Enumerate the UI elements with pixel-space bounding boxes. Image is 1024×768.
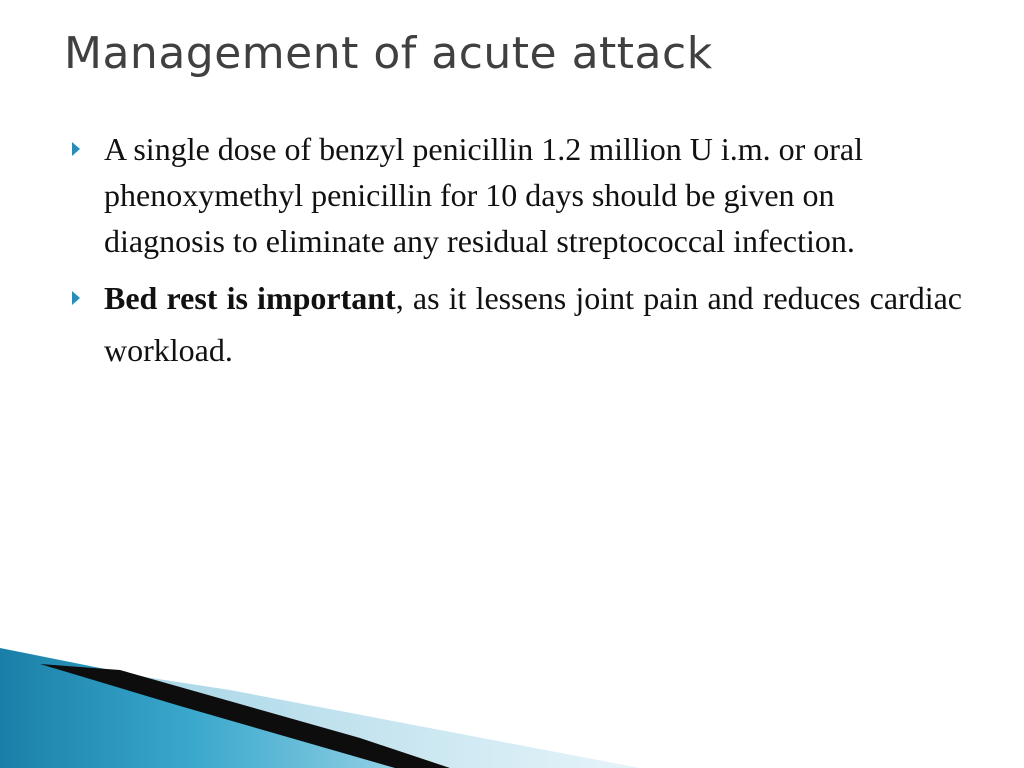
slide-title: Management of acute attack xyxy=(64,28,713,79)
bullet-text: A single dose of benzyl penicillin 1.2 million U i.m. or oral phenoxymethyl penicillin for 10 days should be given on diagnosis to eliminate any residual streptococcal infection. xyxy=(104,131,863,259)
bullet-emphasis: Bed rest is important xyxy=(104,280,396,316)
bullet-text: , as it lessens joint pain and reduces cardiac workload. xyxy=(104,280,963,368)
bullet-list xyxy=(72,126,962,384)
triangle-right-icon xyxy=(72,142,80,156)
bullet-item xyxy=(72,272,962,376)
triangle-right-icon xyxy=(72,291,80,305)
light-blue-band xyxy=(60,664,640,768)
black-stripe xyxy=(40,664,450,768)
teal-band xyxy=(0,648,430,768)
bullet-item xyxy=(72,126,962,264)
